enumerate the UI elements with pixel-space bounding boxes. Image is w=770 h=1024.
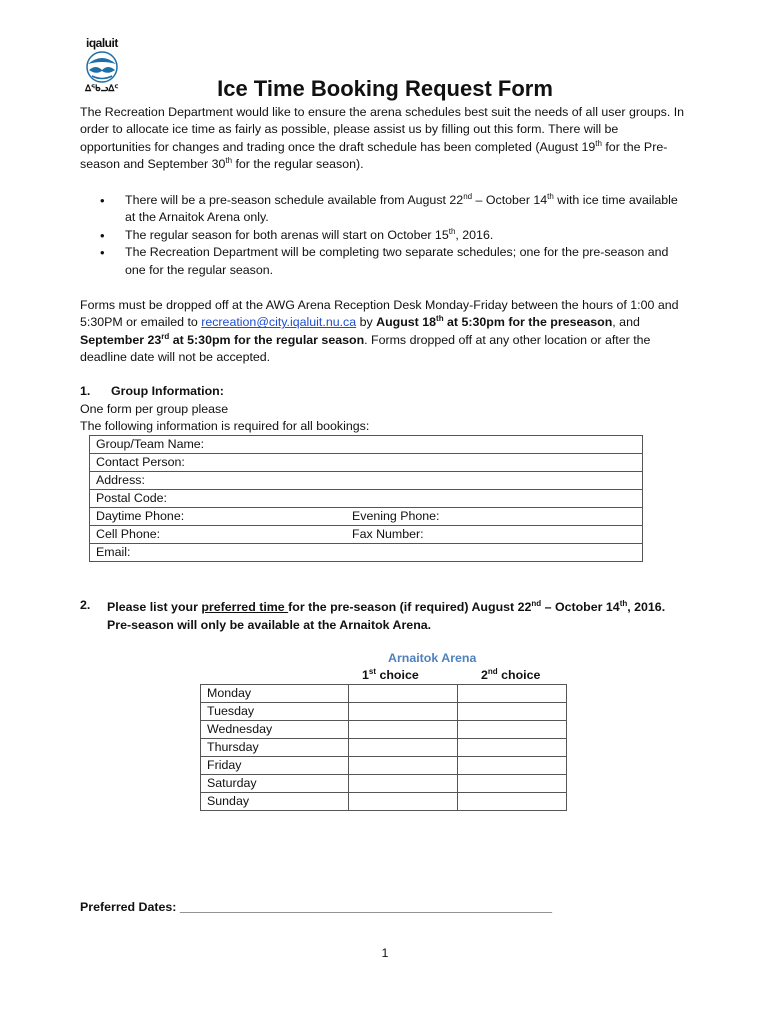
- forms-text-c: , and: [612, 315, 640, 330]
- second-choice-cell[interactable]: [458, 793, 567, 811]
- intro-paragraph: [80, 104, 692, 174]
- second-choice-cell[interactable]: [458, 703, 567, 721]
- logo-bottom-text: ᐃᖃᓗᐃᑦ: [85, 83, 119, 93]
- table-row: [201, 721, 567, 739]
- preseason-deadline-b: at 5:30pm for the preseason: [443, 315, 613, 330]
- regular-deadline: [80, 333, 364, 347]
- bullet1-sup-2: th: [547, 191, 554, 201]
- forms-text-d: . Forms dropped off at any other location or after the deadline date will not be accepted.: [80, 332, 651, 365]
- bullet2-text-a: The regular season for both arenas will start on October 15: [125, 227, 449, 242]
- regular-deadline-b: at 5:30pm for the regular season: [169, 332, 365, 347]
- page-number: 1: [381, 946, 389, 960]
- forms-paragraph: [80, 297, 692, 367]
- first-choice-cell[interactable]: [349, 739, 458, 757]
- section1-line1: One form per group please: [80, 402, 229, 416]
- evening-phone-field[interactable]: Evening Phone:: [346, 508, 643, 526]
- bullet2-text-b: , 2016.: [455, 227, 494, 242]
- bullet-item-preseason: [100, 192, 690, 227]
- bullet-list: [100, 192, 690, 279]
- first-choice-num: 1: [362, 668, 369, 682]
- table-row: [90, 544, 643, 562]
- preferred-dates-line[interactable]: ______________________________________________________: [179, 900, 552, 914]
- table-row: [201, 793, 567, 811]
- table-row: [201, 685, 567, 703]
- section2-number: 2.: [80, 598, 91, 612]
- preferred-dates-label: Preferred Dates:: [80, 900, 177, 914]
- address-field[interactable]: Address:: [90, 472, 643, 490]
- preferred-dates: [80, 900, 552, 914]
- table-row: [90, 526, 643, 544]
- postal-code-field[interactable]: Postal Code:: [90, 490, 643, 508]
- table-row: [201, 775, 567, 793]
- first-choice-cell[interactable]: [349, 775, 458, 793]
- first-choice-cell[interactable]: [349, 703, 458, 721]
- table-row: [90, 490, 643, 508]
- section2-text-c: – October 14: [541, 600, 620, 614]
- section1-line2: The following information is required for all bookings:: [80, 419, 370, 433]
- table-row: [201, 739, 567, 757]
- first-choice-sup: st: [368, 666, 377, 676]
- section2-sup-2: th: [619, 598, 628, 608]
- first-choice-label: choice: [376, 668, 419, 682]
- daytime-phone-field[interactable]: Daytime Phone:: [90, 508, 347, 526]
- section2-sup-1: nd: [531, 598, 542, 608]
- table-row: [201, 757, 567, 775]
- table-row: [90, 454, 643, 472]
- section2-text-a: Please list your: [107, 600, 202, 614]
- intro-text-b: for the Pre-season and September 30: [80, 139, 668, 172]
- bullet-item-schedules: [100, 244, 690, 279]
- email-link[interactable]: recreation@city.iqaluit.nu.ca: [201, 315, 357, 330]
- group-info-table: [89, 435, 643, 562]
- day-label: Tuesday: [201, 703, 349, 721]
- first-choice-cell[interactable]: [349, 721, 458, 739]
- bullet1-sup-1: nd: [463, 191, 473, 201]
- intro-sup-2: th: [225, 156, 233, 166]
- second-choice-cell[interactable]: [458, 739, 567, 757]
- group-team-name-field[interactable]: Group/Team Name:: [90, 436, 643, 454]
- preseason-deadline-sup: th: [436, 314, 444, 324]
- day-label: Thursday: [201, 739, 349, 757]
- second-choice-cell[interactable]: [458, 757, 567, 775]
- day-label: Saturday: [201, 775, 349, 793]
- first-choice-cell[interactable]: [349, 793, 458, 811]
- second-choice-cell[interactable]: [458, 775, 567, 793]
- table-row: [90, 472, 643, 490]
- bullet3-text: The Recreation Department will be completing two separate schedules; one for the pre-season and one for the regular season.: [125, 245, 669, 277]
- preseason-deadline-a: August 18: [376, 315, 437, 330]
- section1-heading: Group Information:: [111, 384, 224, 398]
- day-label: Wednesday: [201, 721, 349, 739]
- email-field[interactable]: Email:: [90, 544, 643, 562]
- logo-top-text: iqaluit: [86, 36, 118, 50]
- table-row: [201, 703, 567, 721]
- section2-heading: [107, 598, 691, 634]
- first-choice-cell[interactable]: [349, 757, 458, 775]
- second-choice-label: choice: [497, 668, 541, 682]
- first-choice-header: [362, 668, 419, 682]
- forms-text-a: Forms must be dropped off at the AWG Arena Reception Desk Monday-Friday between the hours of 1:00 and 5:30PM or emailed to: [80, 298, 679, 330]
- second-choice-cell[interactable]: [458, 685, 567, 703]
- regular-deadline-a: September 23: [80, 332, 162, 347]
- section2-underlined: preferred time: [201, 600, 289, 614]
- second-choice-header: [481, 668, 540, 682]
- section2-text-d: , 2016. Pre-season will only be available at the Arnaitok Arena.: [107, 600, 666, 632]
- page-title: Ice Time Booking Request Form: [217, 76, 553, 101]
- day-label: Sunday: [201, 793, 349, 811]
- second-choice-sup: nd: [487, 666, 498, 676]
- cell-phone-field[interactable]: Cell Phone:: [90, 526, 347, 544]
- table-row: [90, 436, 643, 454]
- section2-text-b: for the pre-season (if required) August 22: [288, 600, 532, 614]
- second-choice-num: 2: [481, 668, 488, 682]
- bullet2-sup: th: [448, 226, 456, 236]
- intro-text-a: The Recreation Department would like to ensure the arena schedules best suit the needs of all user groups. In order to allocate ice time as fairly as possible, please assist us by filling out this form. There will be opportunities for changes and trading once the draft schedule has been completed (August 19: [80, 105, 685, 154]
- bullet-item-regular-season: [100, 227, 690, 244]
- table-row: [90, 508, 643, 526]
- first-choice-cell[interactable]: [349, 685, 458, 703]
- bullet1-text-b: – October 14: [472, 193, 548, 207]
- preseason-deadline: [376, 315, 612, 329]
- arena-heading: Arnaitok Arena: [388, 651, 477, 665]
- bullet1-text-a: There will be a pre-season schedule available from August 22: [125, 193, 464, 207]
- section1-number: 1.: [80, 384, 91, 398]
- second-choice-cell[interactable]: [458, 721, 567, 739]
- day-label: Friday: [201, 757, 349, 775]
- preseason-schedule-table: [200, 684, 567, 811]
- forms-text-b: by: [356, 315, 377, 330]
- intro-text-c: for the regular season).: [232, 157, 364, 172]
- intro-sup-1: th: [595, 138, 602, 148]
- regular-deadline-sup: rd: [161, 331, 170, 341]
- day-label: Monday: [201, 685, 349, 703]
- contact-person-field[interactable]: Contact Person:: [90, 454, 643, 472]
- bullet1-text-c: with ice time available at the Arnaitok Arena only.: [125, 193, 678, 225]
- fax-number-field[interactable]: Fax Number:: [346, 526, 643, 544]
